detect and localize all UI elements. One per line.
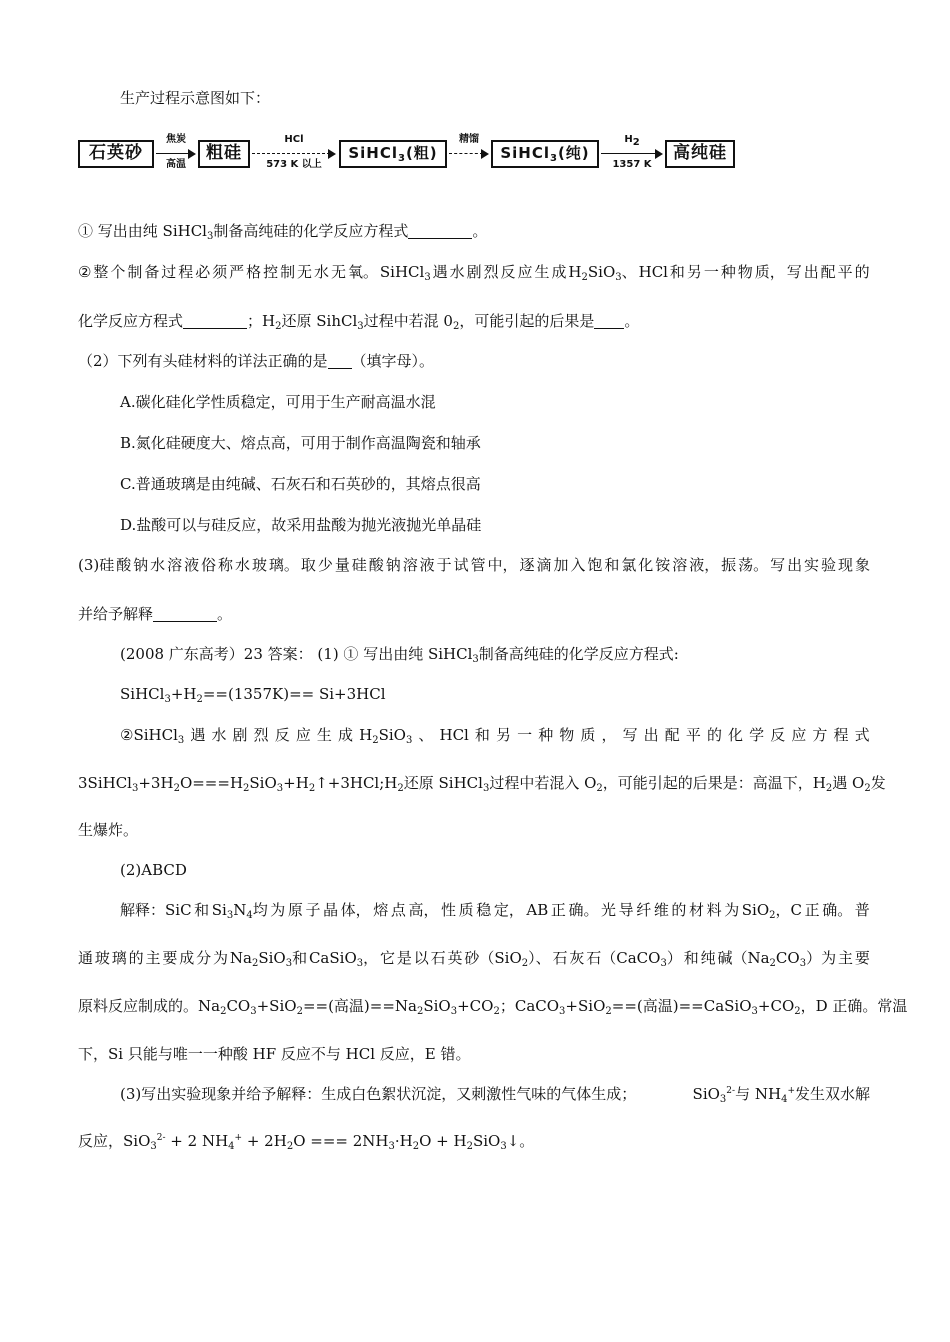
flow-arrow-4-bottom-label: 1357 K [612, 159, 652, 170]
flow-box-crude-silicon: 粗硅 [198, 140, 250, 168]
flow-arrow-4 [601, 132, 663, 178]
answer-part-2-choice: (2)ABCD [120, 861, 187, 879]
flow-arrow-1 [156, 132, 196, 178]
answer-part-3-line-1: (3)写出实验现象并给予解释：生成白色絮状沉淀，又刺激性气味的气体生成； SiO$_3^{2-}$与 $NH_4^+$发生双水解 [120, 1085, 870, 1105]
answer-part-3-line-2: 反应，SiO$_3^{2-}$ + 2 $NH_4^+ + 2H_2O$ === $2NH_3\cdot H_2O$ + $H_2SiO_3↓$。 [78, 1132, 535, 1152]
question-1-part-2-line-2: 化学反应方程式 ；$H_2$还原 SihCl$_3$过程中若混 $0_2$，可能引起的后果是 。 [78, 312, 640, 332]
flow-box-sihcl3-crude: SiHCl$_3$(粗) [339, 140, 447, 168]
question-1-part-1: ① 写出由纯 SiHCl$_3$制备高纯硅的化学反应方程式 。 [78, 222, 488, 242]
question-2-option-b: B.氮化硅硬度大、熔点高，可用于制作高温陶瓷和轴承 [120, 434, 481, 452]
flow-arrow-2-top-label: HCl [284, 134, 304, 145]
flow-arrow-4-top-label: $H_2$ [624, 134, 640, 148]
intro-text: 生产过程示意图如下： [120, 89, 271, 107]
explanation-line-4: 下，Si 只能与唯一一种酸 HF 反应不与 HCl 反应，E 错。 [78, 1045, 471, 1063]
flow-arrow-2-bottom-label: 573 K 以上 [266, 159, 322, 170]
answer-heading: (2008 广东高考）23 答案： (1) ① 写出由纯 SiHCl$_3$制备高纯硅的化学反应方程式: [120, 645, 679, 665]
question-2-option-c: C.普通玻璃是由纯碱、石灰石和石英砂的，其熔点很高 [120, 475, 481, 493]
answer-part-2-line-3: 生爆炸。 [78, 821, 139, 839]
flow-box-quartz-sand: 石英砂 [78, 140, 154, 168]
flow-box-sihcl3-pure: SiHCl$_3$(纯) [491, 140, 599, 168]
flow-arrow-3-top-label: 精馏 [459, 134, 479, 145]
question-1-part-2-line-1: ② 整 个 制 备 过 程 必 须 严 格 控 制 无 水 无 氧。 SiHCl$_3$ 遇 水 剧 烈 反 应 生 成 $H_2SiO_3$、 HCl 和 另 一 种 物 质， 写 出 配 平 的 [78, 263, 870, 283]
question-2-stem: （2）下列有头硅材料的详法正确的是 （填字母）。 [78, 352, 435, 370]
question-3-line-1: (3)硅 酸 钠 水 溶 液 俗 称 水 玻 璃。 取 少 量 硅 酸 钠 溶 液 于 试 管 中， 逐 滴 加 入 饱 和 氯 化 铵 溶 液， 振 荡。 写 出 实 验 现 象 [78, 556, 870, 574]
answer-part-2-line-2: $3SiHCl_3+3H_2O===H_2SiO_3+H_2↑+3HCl;H_2$还原 SiHCl$_3$过程中若混入 $O_2$，可能引起的后果是：高温下，$H_2$遇 $O_2$发 [78, 774, 886, 794]
flow-arrow-3 [449, 132, 489, 178]
answer-equation-1: $SiHCl_3+H_2==(1357K)== Si+3HCl$ [120, 685, 386, 705]
flow-box-high-purity-silicon: 高纯硅 [665, 140, 735, 168]
explanation-line-1: 解释：SiC 和 $Si_3N_4$均 为 原 子 晶 体， 熔 点 高， 性 质 稳 定， AB 正 确。 光 导 纤 维 的 材 料 为 SiO$_2$，C 正 确。 普 [120, 901, 870, 921]
question-2-option-d: D.盐酸可以与硅反应，故采用盐酸为抛光液抛光单晶硅 [120, 516, 482, 534]
explanation-line-2: 通 玻 璃 的 主 要 成 分 为 $Na_2SiO_3$和 CaSiO$_3$， 它 是 以 石 英 砂（SiO$_2$）、 石 灰 石（CaCO$_3$） 和 纯 碱$(Na_2CO_3)$为 主 要 [78, 949, 870, 969]
flow-arrow-1-bottom-label: 高温 [166, 159, 186, 170]
flow-arrow-2 [252, 132, 336, 178]
question-2-option-a: A.碳化硅化学性质稳定，可用于生产耐高温水混 [120, 393, 436, 411]
explanation-line-3: 原料反应制成的。$Na_2CO_3+SiO_2==$(高温)$==Na_2SiO_3+CO_2$； CaCO$_3$+SiO$_2$==(高温)$==CaSiO_3+CO_2$， D 正确。常温 [78, 997, 908, 1017]
question-3-line-2: 并给予解释 。 [78, 605, 233, 623]
production-flow-diagram [78, 132, 738, 178]
answer-part-2-line-1: ②SiHCl$_3$ 遇 水 剧 烈 反 应 生 成 $H_2SiO_3$ 、 HCl 和 另 一 种 物 质 ， 写 出 配 平 的 化 学 反 应 方 程 式 [120, 726, 870, 746]
flow-arrow-1-top-label: 焦炭 [166, 134, 186, 145]
